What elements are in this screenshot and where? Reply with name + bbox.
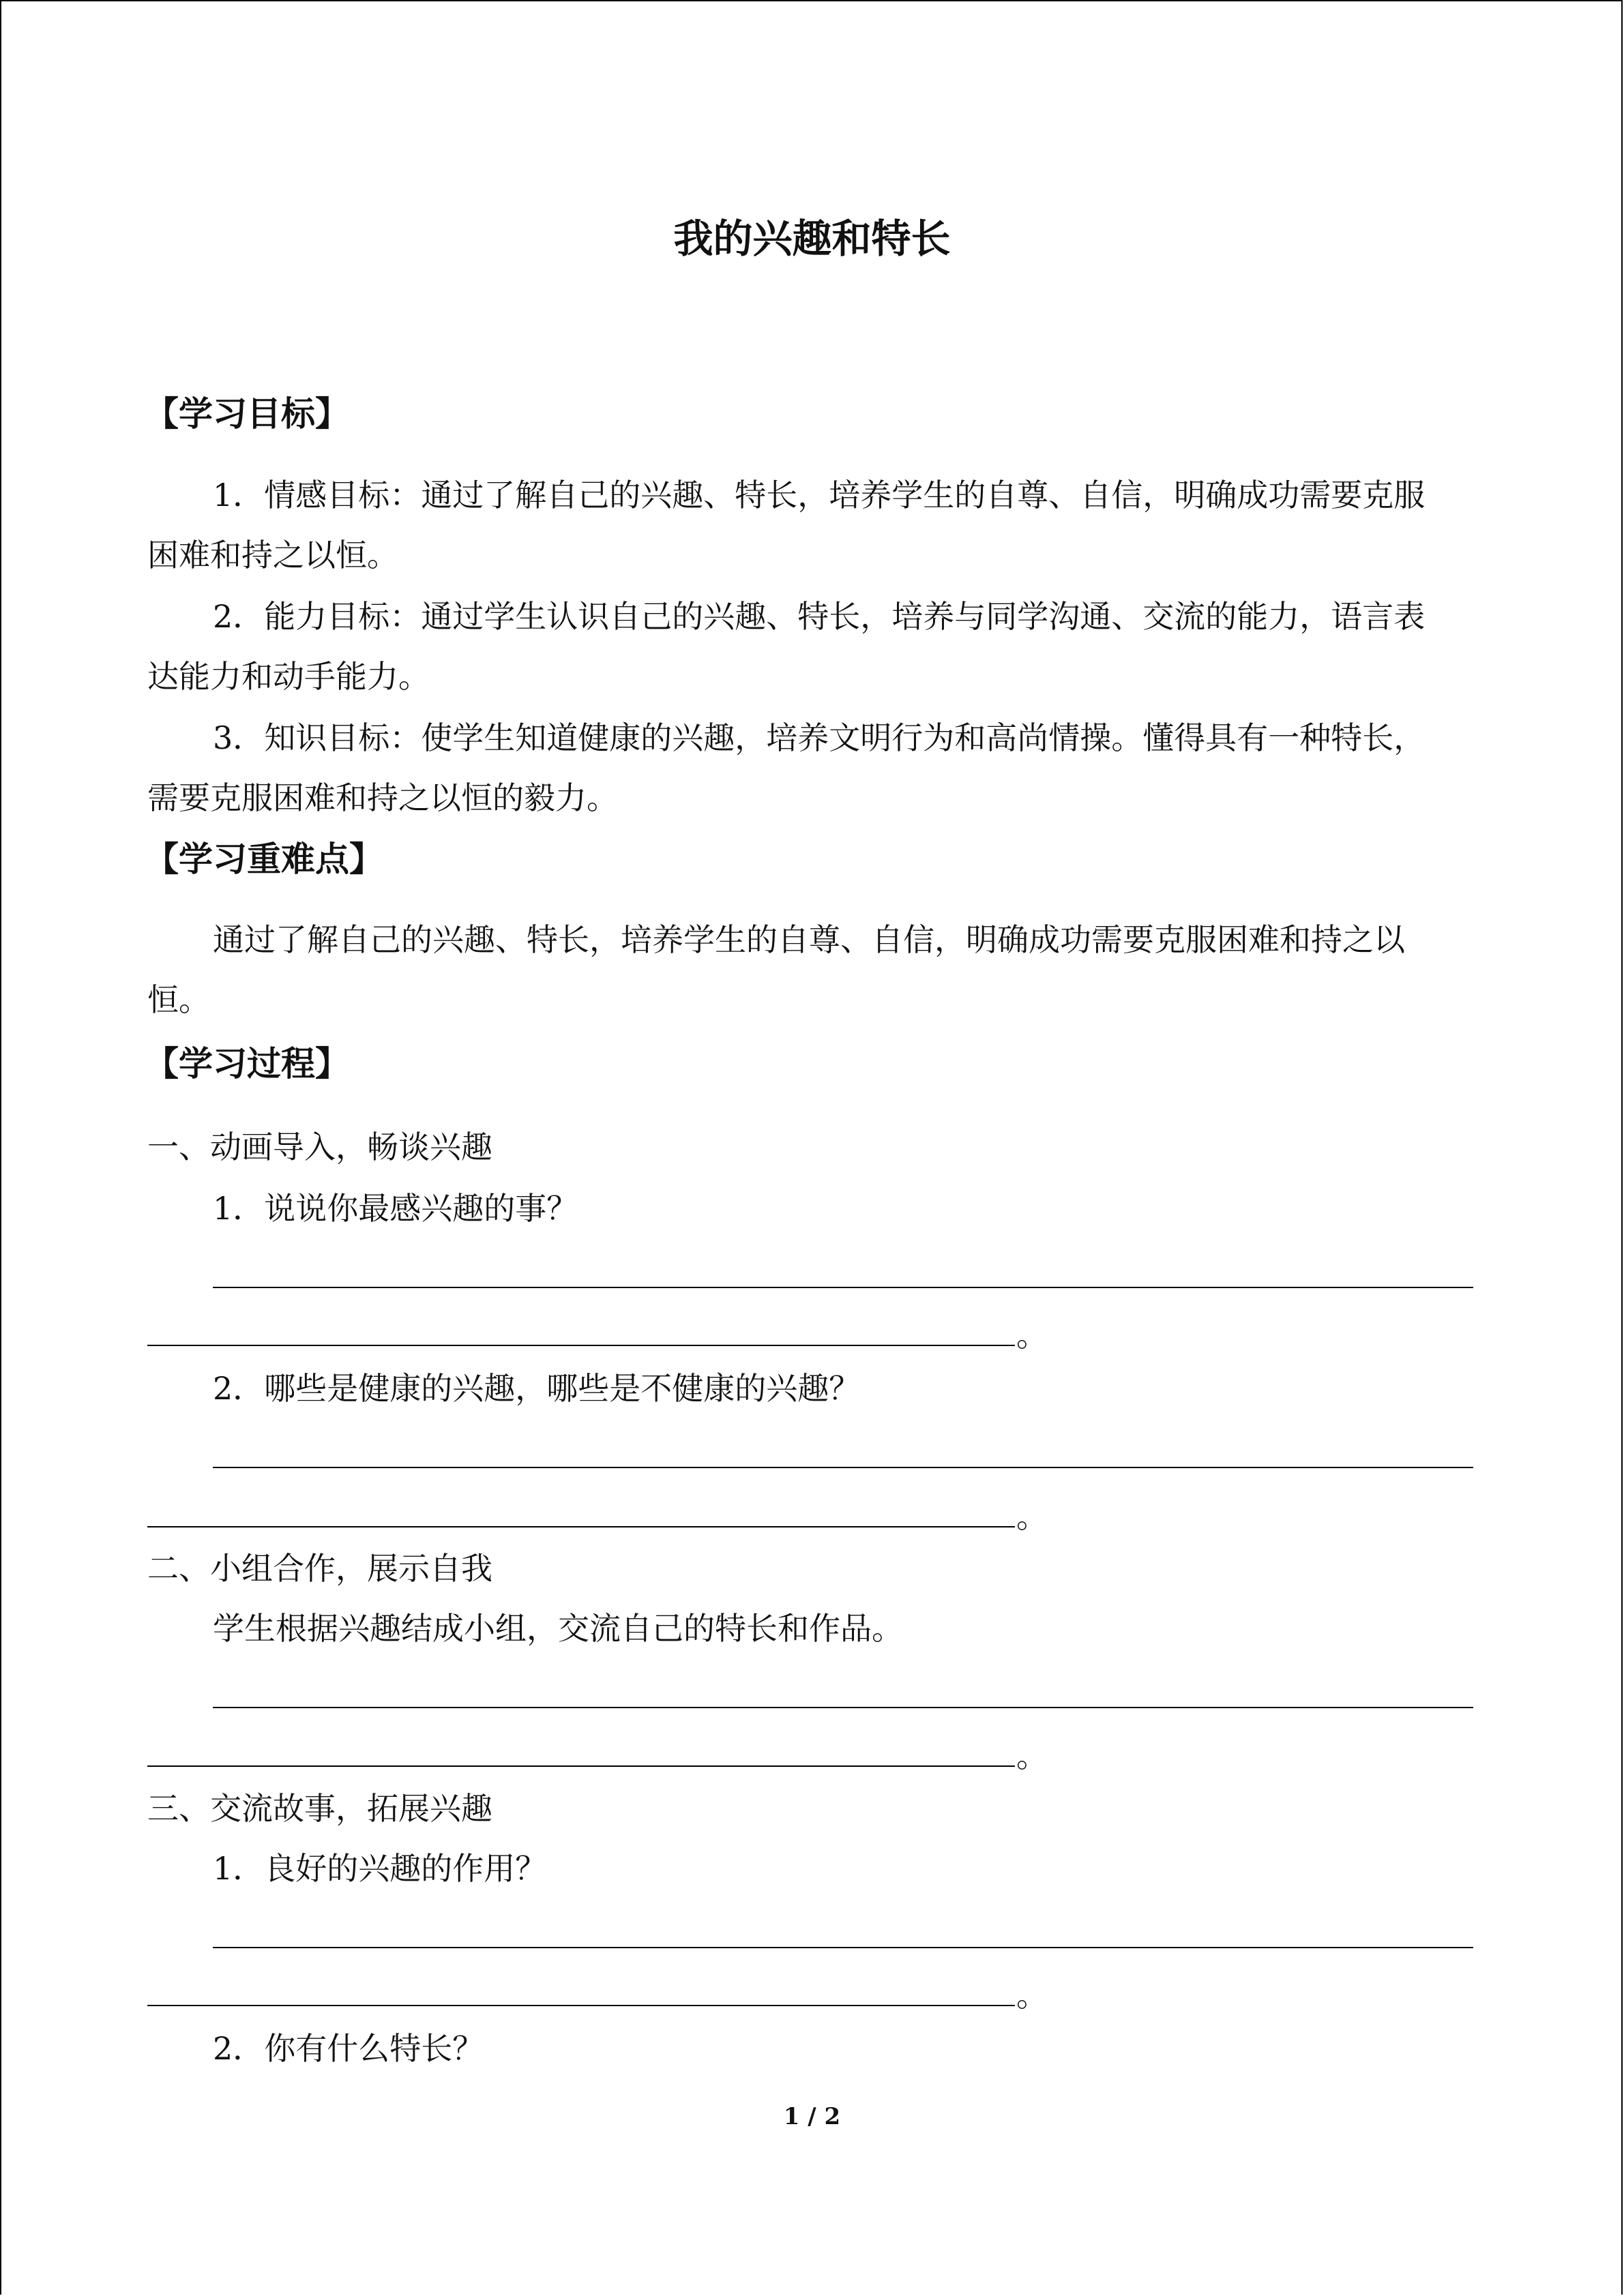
part-3-title: 三、交流故事，拓展兴趣 xyxy=(147,1790,492,1827)
objective-1-line-1: 1．情感目标：通过了解自己的兴趣、特长，培养学生的自尊、自信，明确成功需要克服 xyxy=(213,477,1426,513)
answer-line[interactable] xyxy=(147,1345,1015,1346)
answer-line[interactable] xyxy=(147,2005,1015,2006)
objective-2-line-1: 2．能力目标：通过学生认识自己的兴趣、特长，培养与同学沟通、交流的能力，语言表 xyxy=(213,598,1426,635)
part-2-title: 二、小组合作，展示自我 xyxy=(147,1550,492,1587)
objective-1-line-2: 困难和持之以恒。 xyxy=(147,537,398,573)
objective-2-line-2: 达能力和动手能力。 xyxy=(147,658,430,695)
answer-line[interactable] xyxy=(213,1467,1473,1468)
objective-3-line-2: 需要克服困难和持之以恒的毅力。 xyxy=(147,779,618,816)
section-heading-objectives: 【学习目标】 xyxy=(145,394,349,434)
part-1-question-2: 2．哪些是健康的兴趣，哪些是不健康的兴趣？ xyxy=(213,1370,861,1407)
document-title: 我的兴趣和特长 xyxy=(673,215,951,262)
answer-line[interactable] xyxy=(213,1947,1473,1948)
part-2-text: 学生根据兴趣结成小组，交流自己的特长和作品。 xyxy=(213,1610,903,1647)
key-points-line-2: 恒。 xyxy=(147,981,210,1018)
answer-end-mark: 。 xyxy=(1016,1317,1048,1354)
part-3-question-1: 1．良好的兴趣的作用？ xyxy=(213,1850,547,1887)
answer-line[interactable] xyxy=(147,1765,1015,1767)
key-points-line-1: 通过了解自己的兴趣、特长，培养学生的自尊、自信，明确成功需要克服困难和持之以 xyxy=(213,921,1405,958)
answer-end-mark: 。 xyxy=(1016,1977,1048,2014)
part-3-question-2: 2．你有什么特长？ xyxy=(213,2030,484,2067)
part-1-title: 一、动画导入，畅谈兴趣 xyxy=(147,1129,492,1165)
answer-line[interactable] xyxy=(147,1526,1015,1527)
objective-3-line-1: 3．知识目标：使学生知道健康的兴趣，培养文明行为和高尚情操。懂得具有一种特长， xyxy=(213,719,1426,756)
answer-line[interactable] xyxy=(213,1287,1473,1288)
section-heading-process: 【学习过程】 xyxy=(145,1044,349,1084)
answer-end-mark: 。 xyxy=(1016,1498,1048,1535)
page-number: 1 / 2 xyxy=(783,2103,841,2130)
answer-end-mark: 。 xyxy=(1016,1738,1048,1774)
part-1-question-1: 1．说说你最感兴趣的事？ xyxy=(213,1190,578,1227)
section-heading-key-points: 【学习重难点】 xyxy=(145,839,383,879)
answer-line[interactable] xyxy=(213,1707,1473,1708)
